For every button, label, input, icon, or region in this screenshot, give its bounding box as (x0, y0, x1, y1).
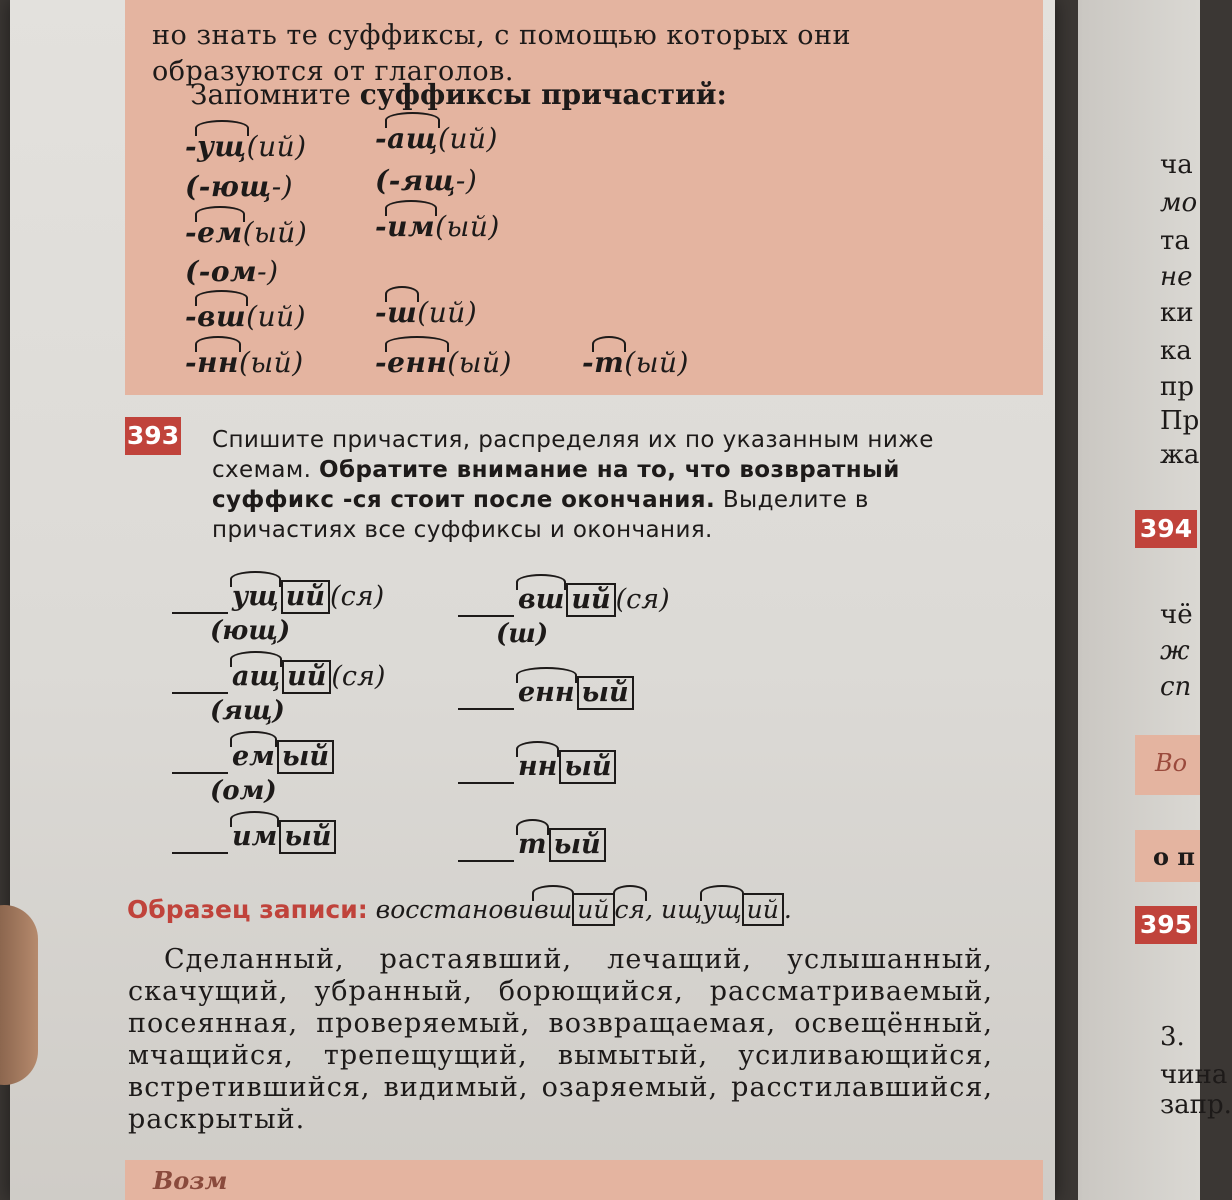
intro-text: но знать те суффиксы, с помощью которых они образуются от глаголов. (152, 20, 852, 87)
right-page-line: чё (1160, 600, 1193, 630)
scheme-suffix: ем (232, 741, 275, 772)
scheme-root-line (172, 772, 228, 774)
scheme-suffix: ащ (232, 661, 281, 692)
sample-word1-ending: ий (572, 893, 614, 926)
morpheme-scheme (458, 676, 634, 710)
scheme-root-line (458, 860, 514, 862)
scheme-suffix: енн (518, 677, 575, 708)
scheme-suffix: нн (518, 751, 558, 782)
sample-entry (127, 895, 792, 924)
scheme-ending: ый (549, 828, 606, 862)
right-page-line: ки (1160, 298, 1194, 328)
morpheme-scheme (172, 740, 334, 806)
scheme-sya: (ся) (615, 584, 670, 615)
suffix-item (375, 164, 477, 197)
suffix-item (185, 346, 304, 379)
suffix-morpheme: ющ (210, 170, 272, 203)
suffix-morpheme: ящ (400, 164, 456, 197)
bottom-box-text: Возм (153, 1166, 228, 1195)
right-page-line: жа (1160, 440, 1200, 470)
exercise-number: 393 (125, 417, 181, 455)
suffix-item (185, 255, 279, 288)
suffix-dash: - (375, 122, 388, 155)
bottom-rule-box (125, 1160, 1043, 1200)
scheme-ending: ий (282, 660, 331, 694)
suffix-morpheme: ущ (197, 130, 247, 163)
suffix-dash: - (185, 300, 198, 333)
sample-label: Образец записи: (127, 895, 368, 924)
scheme-alt-suffix: (ш) (496, 619, 549, 649)
sample-separator: , (645, 895, 661, 924)
suffix-morpheme: ем (197, 216, 243, 249)
exercise-394-badge: 394 (1135, 510, 1197, 548)
scheme-ending: ый (277, 740, 334, 774)
suffix-item (375, 296, 477, 329)
suffix-ending: (ый) (435, 210, 500, 243)
scheme-ending: ий (281, 580, 330, 614)
exercise-395-badge: 395 (1135, 906, 1197, 944)
scheme-suffix: т (518, 829, 547, 860)
exercise-text-bold: Обратите внимание на то, что возвратный суффикс -ся стоит после окончания. (212, 457, 900, 513)
scheme-sya: (ся) (330, 581, 385, 612)
right-page-line: сп (1160, 672, 1192, 702)
right-rule-box-2 (1135, 830, 1200, 882)
suffix-item (582, 346, 689, 379)
suffix-morpheme: т (594, 346, 625, 379)
suffix-ending: -) (271, 170, 294, 203)
scheme-suffix: вш (518, 584, 565, 615)
remember-bold: суффиксы причастий: (359, 78, 727, 111)
scheme-root-line (458, 782, 514, 784)
suffix-morpheme: нн (197, 346, 239, 379)
sample-word1-root: восстанови (375, 895, 535, 924)
sample-word1-sya: ся (614, 895, 646, 924)
exercise-text (212, 425, 1012, 545)
remember-prefix: Запомните (190, 78, 360, 111)
participle-word-list: Сделанный, растаявший, лечащий, услышанный, скачущий, убранный, борющийся, рассматриваемый, посеянная, проверяемый, возвращаемая, освещённый, мчащийся, трепещущий, вымытый, усиливающийся, встретившийся, видимый, озаряемый, расстилавшийся, раскрытый. (128, 944, 993, 1135)
sample-text (376, 895, 792, 924)
sample-tail: . (783, 895, 792, 924)
morpheme-scheme (458, 750, 616, 784)
morpheme-scheme (458, 828, 606, 862)
suffix-ending: (ий) (438, 122, 498, 155)
right-page-line: ча (1160, 150, 1193, 180)
suffix-dash: - (375, 296, 388, 329)
scheme-ending: ый (577, 676, 634, 710)
suffix-dash: - (582, 346, 595, 379)
suffix-ending: (ий) (246, 130, 307, 163)
scheme-alt-suffix: (ющ) (210, 616, 291, 646)
finger (0, 905, 38, 1085)
suffix-morpheme: вш (197, 300, 247, 333)
scheme-ending: ий (566, 583, 615, 617)
suffix-item (375, 346, 512, 379)
scheme-ending: ый (279, 820, 336, 854)
suffix-dash: - (375, 210, 388, 243)
morpheme-scheme (458, 583, 670, 649)
right-box-2-text: о п (1153, 842, 1195, 871)
right-page-line: ка (1160, 336, 1192, 366)
suffix-morpheme: енн (387, 346, 448, 379)
suffix-ending: -) (257, 255, 279, 288)
scheme-root-line (172, 612, 228, 614)
right-page-line: не (1160, 262, 1193, 292)
suffix-item (375, 122, 498, 155)
suffix-ending: (ий) (417, 296, 478, 329)
scheme-root-line (458, 615, 514, 617)
suffix-ending: -) (455, 164, 478, 197)
scheme-sya: (ся) (331, 661, 386, 692)
scheme-alt-suffix: (ящ) (210, 696, 285, 726)
suffix-dash: - (185, 216, 198, 249)
suffix-dash: (- (185, 170, 211, 203)
suffix-dash: - (185, 346, 198, 379)
remember-heading (190, 78, 727, 111)
suffix-ending: (ий) (246, 300, 307, 333)
suffix-ending: (ый) (624, 346, 689, 379)
right-page-line: та (1160, 226, 1190, 256)
right-box-text: Во (1155, 749, 1188, 777)
suffix-dash: (- (375, 164, 401, 197)
right-page-line: мо (1160, 188, 1198, 218)
sample-word1-suffix: вш (534, 895, 573, 924)
morpheme-scheme (172, 660, 386, 726)
right-page-line: 3. (1160, 1022, 1185, 1052)
scheme-suffix: ущ (232, 581, 279, 612)
right-rule-box (1135, 735, 1200, 795)
exercise-text-part1: Спишите причастия, распределяя их по указанным ниже схемам. (212, 427, 934, 483)
suffix-item (185, 300, 306, 333)
right-page-line: пр (1160, 372, 1194, 402)
right-page-line: чина (1160, 1060, 1228, 1090)
scheme-alt-suffix: (ом) (210, 776, 277, 806)
suffix-morpheme: им (387, 210, 436, 243)
scheme-root-line (172, 692, 228, 694)
exercise-text-part2: Выделите в причастиях все суффиксы и окончания. (212, 487, 869, 543)
sample-word2-suffix: ущ (702, 895, 742, 924)
suffix-dash: - (185, 130, 198, 163)
suffix-ending: (ый) (242, 216, 308, 249)
suffix-item (375, 210, 500, 243)
suffix-morpheme: ащ (387, 122, 439, 155)
suffix-item (185, 216, 307, 249)
suffix-morpheme: ш (387, 296, 418, 329)
suffix-item (185, 130, 307, 163)
sample-word2-ending: ий (742, 893, 784, 926)
suffix-morpheme: ом (210, 255, 258, 288)
right-page-line: Пр (1160, 406, 1200, 436)
suffix-ending: (ый) (447, 346, 512, 379)
suffix-dash: - (375, 346, 388, 379)
scheme-root-line (458, 708, 514, 710)
sample-word2-root: ищ (660, 895, 703, 924)
scheme-root-line (172, 852, 228, 854)
morpheme-scheme (172, 820, 336, 854)
right-page-line: запр. (1160, 1090, 1232, 1120)
suffix-ending: (ый) (238, 346, 304, 379)
scheme-suffix: им (232, 821, 278, 852)
suffix-item (185, 170, 293, 203)
suffix-dash: (- (185, 255, 211, 288)
morpheme-scheme (172, 580, 385, 646)
right-page-line: ж (1160, 636, 1190, 666)
scheme-ending: ый (559, 750, 616, 784)
